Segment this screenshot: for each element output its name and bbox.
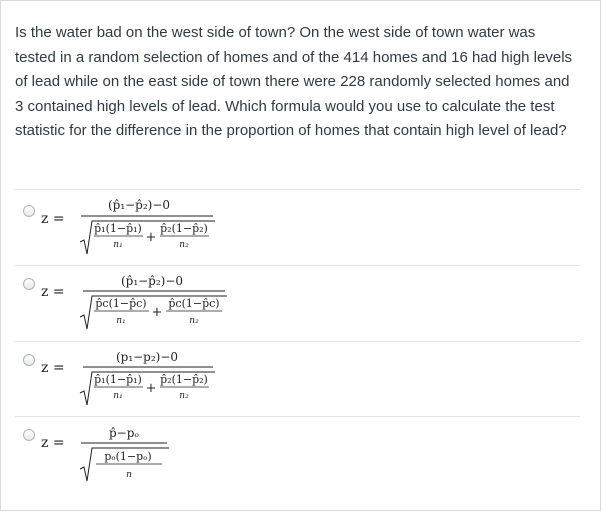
formula (41, 272, 241, 338)
plus-sign: + (145, 230, 157, 245)
formula-numerator: p̂−pₒ (108, 426, 140, 440)
radio-button[interactable] (23, 278, 35, 290)
term2-denominator: n₂ (189, 316, 199, 326)
term2-denominator: n₂ (179, 240, 189, 250)
formula-numerator: (p̂₁−p̂₂)−0 (107, 198, 171, 212)
formula-numerator: (p₁−p₂)−0 (115, 350, 179, 364)
radio-button[interactable] (23, 354, 35, 366)
term1-numerator: p̂₁(1−p̂₁) (94, 222, 142, 235)
term1-numerator: pₒ(1−pₒ) (104, 450, 152, 463)
formula-numerator: (p̂₁−p̂₂)−0 (120, 274, 184, 288)
formula (41, 195, 241, 261)
term1-numerator: p̂₁(1−p̂₁) (94, 373, 142, 386)
answer-option-1[interactable] (15, 195, 580, 261)
answer-option-2[interactable] (15, 272, 580, 338)
formula-lhs: z = (41, 435, 65, 451)
term2-denominator: n₂ (179, 391, 189, 401)
formula (41, 347, 241, 413)
radio-button[interactable] (23, 205, 35, 217)
option-divider (15, 416, 580, 417)
term1-denominator: n₁ (113, 391, 123, 401)
formula (41, 423, 241, 489)
term1-denominator: n₁ (116, 316, 126, 326)
option-divider (15, 265, 580, 266)
plus-sign: + (145, 381, 157, 396)
question-text: Is the water bad on the west side of town? On the west side of town water was tested in a random selection of homes and of the 414 homes and 16 had high levels of lead while on the east side of town there were 228 randomly selected homes and 3 contained high levels of lead. Which formula would you use to calculate the test statistic for the difference in the proportion of homes that contain high level of lead? (15, 24, 573, 140)
term1-denominator: n (126, 470, 132, 480)
option-divider (15, 189, 580, 190)
term2-numerator: p̂₂(1−p̂₂) (160, 373, 208, 386)
term2-numerator: p̂₂(1−p̂₂) (160, 222, 208, 235)
answer-option-4[interactable] (15, 423, 580, 489)
term1-numerator: p̂c(1−p̂c) (95, 297, 147, 310)
formula-lhs: z = (41, 211, 65, 227)
term1-denominator: n₁ (113, 240, 123, 250)
term2-numerator: p̂c(1−p̂c) (168, 297, 220, 310)
formula-lhs: z = (41, 284, 65, 300)
option-divider (15, 341, 580, 342)
radio-button[interactable] (23, 429, 35, 441)
plus-sign: + (151, 305, 163, 320)
formula-lhs: z = (41, 360, 65, 376)
answer-option-3[interactable] (15, 347, 580, 413)
